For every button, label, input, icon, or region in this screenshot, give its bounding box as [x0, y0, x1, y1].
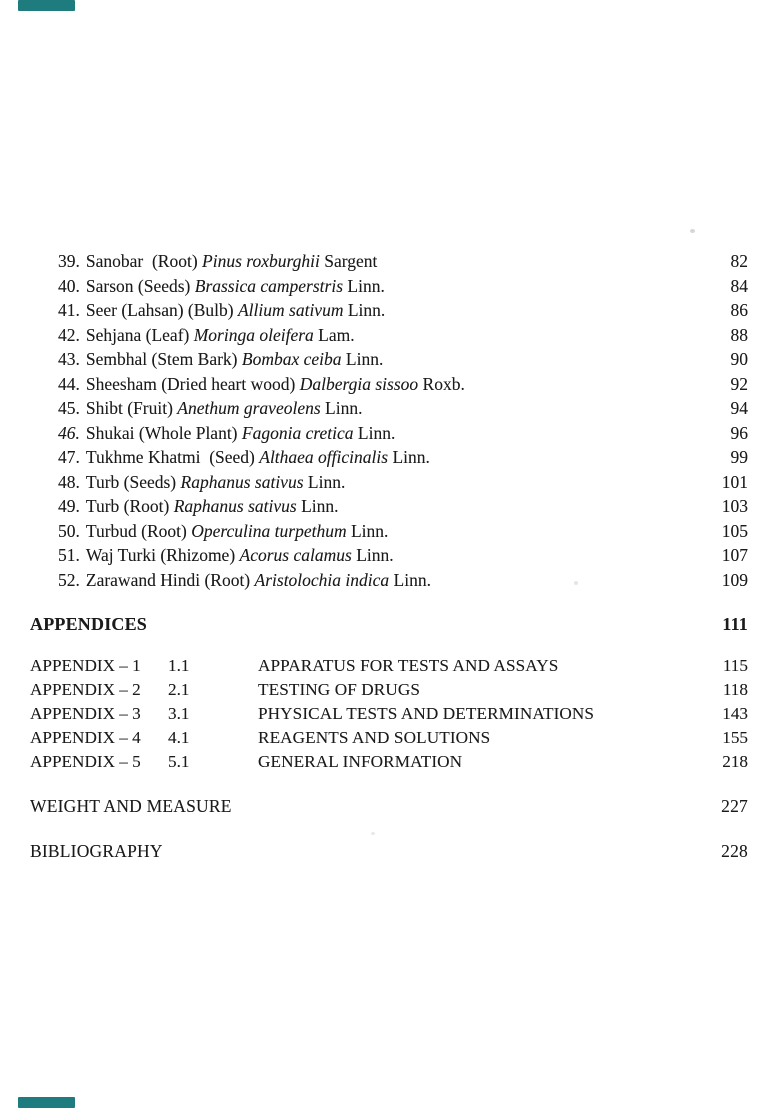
appendix-table: [30, 654, 748, 774]
entry-authority: Linn.: [301, 496, 339, 516]
entry-title: [86, 543, 702, 568]
entry-title: [86, 421, 702, 446]
appendix-code: 2.1: [168, 680, 190, 700]
entry-number: 51.: [58, 545, 80, 565]
entry-latin-name: Pinus roxburghii: [202, 251, 320, 271]
bibliography-page-number: 228: [721, 841, 748, 862]
entry-common-name: Sanobar (Root): [85, 251, 198, 271]
entry-title: [86, 470, 702, 495]
entry-latin-name: Brassica camperstris: [194, 275, 344, 296]
appendix-row: [30, 726, 748, 750]
appendix-label: APPENDIX – 4: [30, 728, 141, 748]
entry-latin-name: Aristolochia indica: [254, 569, 390, 590]
entry-page-number: 96: [730, 422, 748, 443]
entry-common-name: Sarson (Seeds): [85, 275, 191, 296]
toc-entry-row: [58, 372, 748, 397]
entry-latin-name: Althaea officinalis: [259, 447, 389, 467]
entry-authority: Lam.: [318, 324, 355, 345]
drug-entries-list: [30, 249, 748, 592]
entry-title: [86, 347, 702, 372]
appendix-label: APPENDIX – 1: [30, 656, 141, 675]
entry-common-name: Shukai (Whole Plant): [85, 422, 238, 443]
entry-page-number: 84: [730, 275, 748, 296]
entry-title: [86, 372, 702, 397]
entry-number: 39.: [58, 251, 80, 271]
toc-entry-row: [58, 494, 748, 519]
appendix-title: APPARATUS FOR TESTS AND ASSAYS: [258, 656, 559, 675]
entry-latin-name: Operculina turpethum: [191, 520, 347, 541]
entry-page-number: 109: [721, 569, 748, 590]
entry-authority: Linn.: [392, 447, 430, 467]
entry-number: 42.: [58, 324, 80, 345]
entry-authority: Linn.: [357, 422, 396, 443]
entry-latin-name: Allium sativum: [237, 300, 344, 320]
entry-title: [86, 274, 702, 299]
appendix-code: 3.1: [168, 704, 190, 724]
appendix-label: APPENDIX – 3: [30, 704, 141, 724]
toc-entry-row: [58, 445, 748, 470]
book-cover-edge-bottom: [18, 1097, 75, 1108]
entry-title: [86, 568, 702, 593]
entry-number: 48.: [58, 471, 80, 492]
entry-common-name: Sheesham (Dried heart wood): [85, 373, 296, 394]
entry-latin-name: Fagonia cretica: [241, 422, 354, 443]
appendix-title: REAGENTS AND SOLUTIONS: [258, 728, 491, 748]
toc-entry-row: [58, 323, 748, 348]
entry-page-number: 101: [721, 471, 748, 492]
entry-number: 52.: [58, 569, 80, 590]
toc-entry-row: [58, 470, 748, 495]
entry-common-name: Seer (Lahsan) (Bulb): [85, 300, 234, 320]
entry-authority: Roxb.: [422, 373, 465, 394]
entry-page-number: 90: [730, 349, 748, 369]
entry-number: 44.: [58, 373, 80, 394]
entry-authority: Linn.: [347, 300, 386, 320]
entry-number: 45.: [58, 398, 80, 418]
appendix-title: PHYSICAL TESTS AND DETERMINATIONS: [258, 704, 595, 724]
entry-authority: Linn.: [350, 520, 389, 541]
book-cover-edge-top: [18, 0, 75, 11]
entry-authority: Linn.: [325, 398, 363, 418]
entry-number: 40.: [58, 275, 80, 296]
entry-authority: Linn.: [356, 545, 394, 565]
appendix-title: TESTING OF DRUGS: [258, 680, 421, 700]
toc-entry-row: [58, 298, 748, 323]
weight-measure-label: WEIGHT AND MEASURE: [30, 796, 232, 817]
entry-latin-name: Acorus calamus: [239, 545, 352, 565]
appendix-label: APPENDIX – 5: [30, 752, 141, 772]
appendices-page-number: 111: [722, 614, 748, 634]
entry-common-name: Sembhal (Stem Bark): [85, 349, 238, 369]
entry-authority: Sargent: [324, 251, 378, 271]
entry-latin-name: Anethum graveolens: [177, 398, 321, 418]
appendix-row: [30, 654, 748, 678]
appendix-row: [30, 678, 748, 702]
bibliography-label: BIBLIOGRAPHY: [30, 841, 163, 862]
entry-number: 46.: [58, 422, 80, 443]
appendix-code: 1.1: [168, 656, 190, 675]
appendix-page-number: 118: [722, 680, 748, 700]
entry-latin-name: Raphanus sativus: [180, 471, 304, 492]
toc-entry-row: [58, 519, 748, 544]
toc-entry-row: [58, 421, 748, 446]
entry-authority: Linn.: [393, 569, 431, 590]
appendix-title: GENERAL INFORMATION: [258, 752, 463, 772]
entry-common-name: Turb (Root): [85, 496, 170, 516]
appendix-page-number: 115: [722, 656, 748, 675]
entry-title: [86, 445, 702, 470]
bibliography-row: [30, 839, 748, 864]
entry-number: 41.: [58, 300, 80, 320]
entry-authority: Linn.: [345, 349, 384, 369]
entry-latin-name: Raphanus sativus: [173, 496, 297, 516]
entry-authority: Linn.: [347, 275, 385, 296]
entry-common-name: Zarawand Hindi (Root): [85, 569, 251, 590]
appendix-page-number: 218: [722, 752, 748, 772]
entry-common-name: Turbud (Root): [85, 520, 187, 541]
entry-title: [86, 249, 702, 274]
entry-common-name: Tukhme Khatmi (Seed): [85, 447, 255, 467]
appendix-row: [30, 702, 748, 726]
entry-page-number: 105: [721, 520, 748, 541]
scan-speck: [574, 581, 578, 585]
entry-number: 49.: [58, 496, 80, 516]
appendix-page-number: 143: [722, 704, 748, 724]
appendix-code: 4.1: [168, 728, 190, 748]
entry-number: 50.: [58, 520, 80, 541]
entry-authority: Linn.: [307, 471, 346, 492]
entry-common-name: Turb (Seeds): [85, 471, 177, 492]
entry-latin-name: Bombax ceiba: [241, 349, 342, 369]
entry-latin-name: Dalbergia sissoo: [299, 373, 419, 394]
toc-entry-row: [58, 396, 748, 421]
entry-title: [86, 323, 702, 348]
appendix-row: [30, 750, 748, 774]
toc-entry-row: [58, 568, 748, 593]
entry-page-number: 107: [721, 545, 748, 565]
entry-title: [86, 519, 702, 544]
entry-page-number: 103: [721, 496, 748, 516]
entry-title: [86, 298, 702, 323]
entry-latin-name: Moringa oleifera: [193, 324, 314, 345]
toc-entry-row: [58, 249, 748, 274]
entry-common-name: Sehjana (Leaf): [85, 324, 190, 345]
toc-entry-row: [58, 274, 748, 299]
entry-number: 43.: [58, 349, 80, 369]
appendices-heading-row: [30, 611, 748, 637]
toc-entry-row: [58, 347, 748, 372]
entry-page-number: 92: [730, 373, 748, 394]
entry-common-name: Waj Turki (Rhizome): [85, 545, 236, 565]
entry-page-number: 94: [730, 398, 748, 418]
weight-measure-row: [30, 794, 748, 819]
toc-entry-row: [58, 543, 748, 568]
entry-number: 47.: [58, 447, 80, 467]
appendices-heading: APPENDICES: [30, 614, 148, 634]
scan-speck: [690, 229, 695, 233]
appendix-page-number: 155: [722, 728, 748, 748]
entry-common-name: Shibt (Fruit): [85, 398, 173, 418]
entry-page-number: 86: [730, 300, 748, 320]
appendix-code: 5.1: [168, 752, 190, 772]
entry-page-number: 88: [730, 324, 748, 345]
entry-page-number: 99: [730, 447, 748, 467]
entry-title: [86, 494, 702, 519]
appendix-label: APPENDIX – 2: [30, 680, 141, 700]
scan-speck: [371, 832, 375, 835]
entry-title: [86, 396, 702, 421]
entry-page-number: 82: [730, 251, 748, 271]
weight-measure-page-number: 227: [721, 796, 748, 817]
